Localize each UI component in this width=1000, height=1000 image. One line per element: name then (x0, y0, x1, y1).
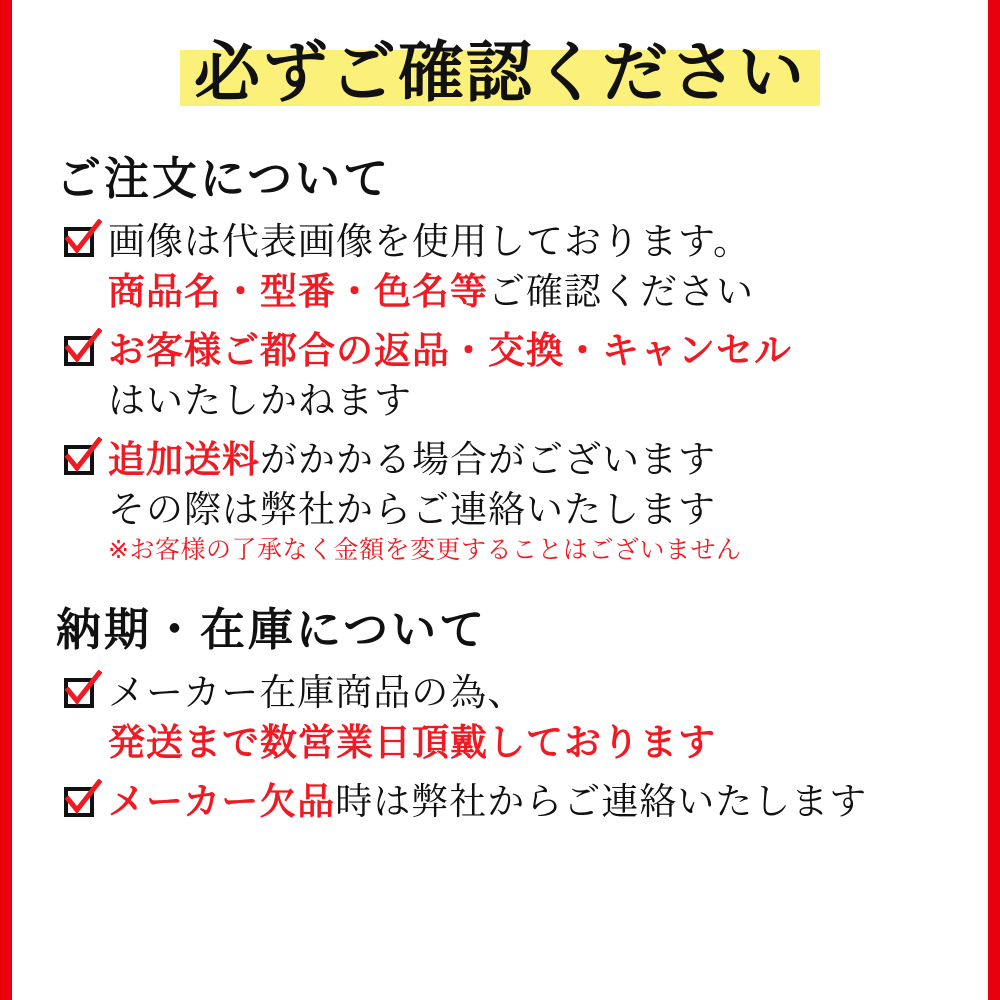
check-mark-icon (62, 328, 102, 368)
checkbox-checked-icon (62, 783, 102, 823)
notice-line (108, 326, 962, 376)
notice-text-run: ご確認ください (488, 269, 754, 313)
checkbox-checked-icon (62, 332, 102, 372)
notice-item (62, 668, 962, 767)
check-mark-icon (62, 219, 102, 259)
notice-text-run: お客様ご都合の返品・交換・キャンセル (108, 329, 792, 373)
notice-text-run: メーカー在庫商品の為、 (108, 670, 526, 714)
notice-text-run: ※お客様の了承なく金額を変更することはございません (108, 535, 742, 565)
notice-subnote (108, 534, 962, 567)
notice-text-run: はいたしかねます (108, 378, 412, 422)
notice-line (108, 435, 962, 485)
left-red-bar (0, 0, 12, 1000)
checkbox-checked-icon (62, 441, 102, 481)
notice-text-run: 発送まで数営業日頂戴しております (108, 720, 716, 764)
notice-text-run: メーカー欠品 (108, 780, 336, 824)
section-heading: 納期・在庫について (56, 602, 488, 656)
notice-item-lines (108, 435, 962, 567)
notice-item-lines (108, 668, 962, 767)
check-mark-icon (62, 670, 102, 710)
notice-line (108, 376, 962, 426)
notice-text-run: 追加送料 (108, 438, 260, 482)
right-red-bar (988, 0, 1000, 1000)
notice-item-lines (108, 777, 962, 827)
notice-line (108, 217, 962, 267)
notice-item (62, 217, 962, 316)
checkbox-checked-icon (62, 674, 102, 714)
page-title-text: 必ずご確認ください (194, 34, 806, 111)
notice-item (62, 777, 962, 827)
notice-item-lines (108, 217, 962, 316)
check-mark-icon (62, 779, 102, 819)
notice-line (108, 777, 962, 827)
page-title-wrap (38, 34, 962, 116)
notice-text-run: 商品名・型番・色名等 (108, 269, 488, 313)
notice-item (62, 435, 962, 567)
notice-line (108, 485, 962, 535)
notice-line (108, 668, 962, 718)
notice-line (108, 267, 962, 317)
notice-text-run: 時は弊社からご連絡いたします (335, 780, 868, 824)
check-mark-icon (62, 437, 102, 477)
notice-sections (38, 142, 962, 827)
notice-text-run: がかかる場合がございます (260, 438, 716, 482)
notice-item-lines (108, 326, 962, 425)
checkbox-checked-icon (62, 223, 102, 263)
section-heading: ご注文について (56, 152, 392, 205)
notice-line (108, 718, 962, 768)
notice-page (12, 0, 988, 1000)
notice-text-run: 画像は代表画像を使用しております。 (108, 220, 752, 263)
notice-text-run: その際は弊社からご連絡いたします (108, 487, 716, 531)
notice-item (62, 326, 962, 425)
page-title (180, 34, 820, 116)
